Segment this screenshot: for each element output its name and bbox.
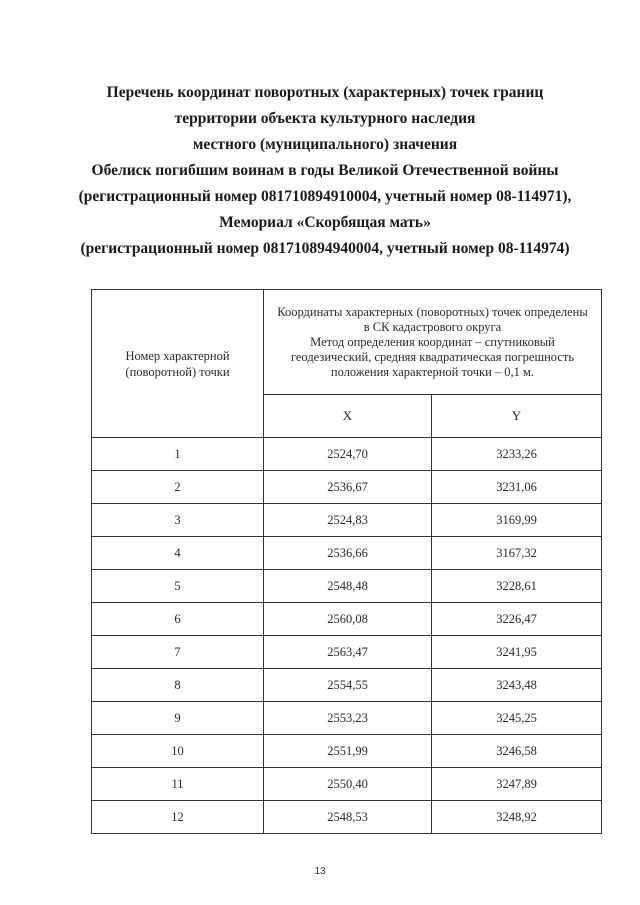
table-row — [92, 438, 602, 471]
cell-point-number: 5 — [92, 570, 264, 603]
table-row — [92, 669, 602, 702]
cell-y: 3243,48 — [432, 669, 602, 702]
cell-point-number: 11 — [92, 768, 264, 801]
table-row — [92, 603, 602, 636]
cell-x: 2550,40 — [264, 768, 432, 801]
cell-point-number: 7 — [92, 636, 264, 669]
cell-x: 2536,66 — [264, 537, 432, 570]
document-title — [60, 80, 590, 262]
table-row — [92, 537, 602, 570]
cell-x: 2553,23 — [264, 702, 432, 735]
cell-point-number: 3 — [92, 504, 264, 537]
cell-point-number: 12 — [92, 801, 264, 834]
header-y: Y — [432, 395, 602, 438]
header-coordinates-description: Координаты характерных (поворотных) точек определены в СК кадастрового округа Метод определения координат – спутниковый геодезический, средняя квадратическая погрешность положения характерной точки – 0,1 м. — [264, 290, 602, 395]
title-line: Мемориал «Скорбящая мать» — [219, 214, 431, 231]
cell-x: 2548,48 — [264, 570, 432, 603]
title-line: местного (муниципального) значения — [192, 136, 458, 153]
title-line: Перечень координат поворотных (характерных) точек границ — [106, 84, 544, 101]
cell-y: 3167,32 — [432, 537, 602, 570]
title-line: территории объекта культурного наследия — [174, 110, 476, 127]
cell-y: 3233,26 — [432, 438, 602, 471]
cell-x: 2551,99 — [264, 735, 432, 768]
cell-x: 2563,47 — [264, 636, 432, 669]
title-line: Обелиск погибшим воинам в годы Великой Отечественной войны — [91, 162, 559, 179]
page-number: 13 — [314, 866, 326, 877]
cell-point-number: 4 — [92, 537, 264, 570]
cell-point-number: 1 — [92, 438, 264, 471]
cell-point-number: 10 — [92, 735, 264, 768]
cell-y: 3241,95 — [432, 636, 602, 669]
cell-x: 2554,55 — [264, 669, 432, 702]
table-row — [92, 768, 602, 801]
cell-y: 3228,61 — [432, 570, 602, 603]
cell-y: 3247,89 — [432, 768, 602, 801]
cell-x: 2524,83 — [264, 504, 432, 537]
cell-point-number: 2 — [92, 471, 264, 504]
cell-point-number: 6 — [92, 603, 264, 636]
cell-point-number: 9 — [92, 702, 264, 735]
cell-y: 3169,99 — [432, 504, 602, 537]
table-row — [92, 471, 602, 504]
title-line: (регистрационный номер 081710894940004, учетный номер 08-114974) — [80, 240, 570, 257]
header-point-number: Номер характерной (поворотной) точки — [92, 290, 264, 438]
cell-y: 3226,47 — [432, 603, 602, 636]
cell-x: 2548,53 — [264, 801, 432, 834]
title-line: (регистрационный номер 081710894910004, учетный номер 08-114971), — [78, 188, 572, 205]
cell-y: 3246,58 — [432, 735, 602, 768]
table-row — [92, 735, 602, 768]
cell-y: 3248,92 — [432, 801, 602, 834]
table-header-row — [92, 290, 602, 395]
header-x: X — [264, 395, 432, 438]
cell-point-number: 8 — [92, 669, 264, 702]
cell-x: 2536,67 — [264, 471, 432, 504]
table-row — [92, 636, 602, 669]
table-row — [92, 702, 602, 735]
coordinates-table — [91, 289, 602, 834]
cell-y: 3245,25 — [432, 702, 602, 735]
table-row — [92, 570, 602, 603]
table-row — [92, 801, 602, 834]
cell-x: 2524,70 — [264, 438, 432, 471]
table-row — [92, 504, 602, 537]
cell-x: 2560,08 — [264, 603, 432, 636]
cell-y: 3231,06 — [432, 471, 602, 504]
